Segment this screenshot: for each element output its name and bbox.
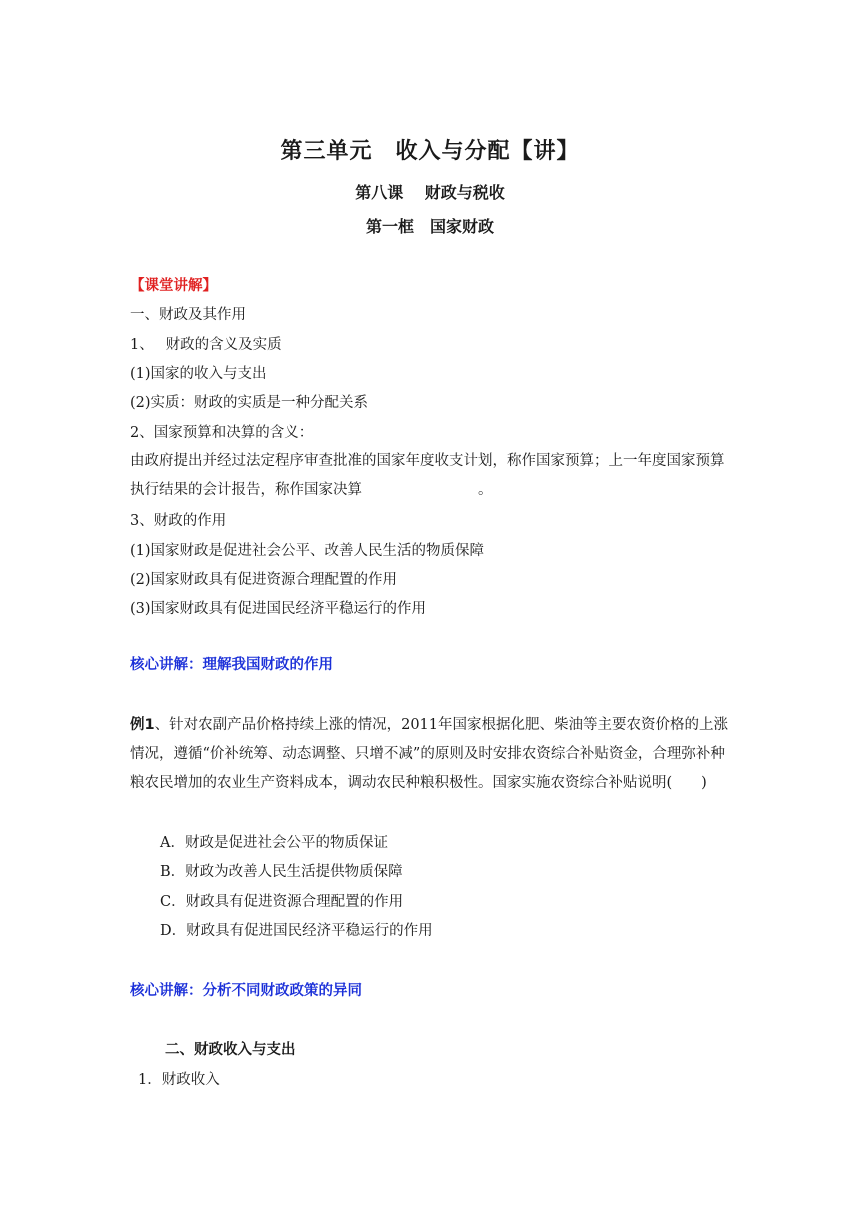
part1-item3: 3、财政的作用 — [130, 513, 227, 529]
part1-heading: 一、财政及其作用 — [130, 307, 246, 323]
core-explanation-2: 核心讲解：分析不同财政政策的异同 — [130, 983, 362, 999]
part1-item3-b: (2)国家财政具有促进资源合理配置的作用 — [130, 572, 398, 588]
example-1 — [130, 711, 730, 798]
lesson-title: 第八课 财政与税收 — [355, 183, 505, 202]
part1-item2: 2、国家预算和决算的含义： — [130, 425, 314, 441]
example-1-label: 例1 — [130, 717, 155, 733]
section-label: 【课堂讲解】 — [130, 278, 217, 294]
unit-title: 第三单元 收入与分配【讲】 — [280, 139, 580, 164]
part1-item3-c: (3)国家财政具有促进国民经济平稳运行的作用 — [130, 601, 427, 617]
example-1-option-a: A．财政是促进社会公平的物质保证 — [160, 835, 388, 851]
example-1-option-c: C．财政具有促进资源合理配置的作用 — [160, 894, 404, 910]
part1-item3-a: (1)国家财政是促进社会公平、改善人民生活的物质保障 — [130, 543, 485, 559]
part2-item1: 1．财政收入 — [138, 1072, 220, 1088]
example-1-body: 、针对农副产品价格持续上涨的情况，2011年国家根据化肥、柴油等主要农资价格的上涨情况，遵循“价补统筹、动态调整、只增不减”的原则及时安排农资综合补贴资金，合理弥补种粮农民增加的农业生产资料成本，调动农民种粮积极性。国家实施农资综合补贴说明( ) — [130, 717, 728, 791]
part1-item2-body: 由政府提出并经过法定程序审查批准的国家年度收支计划，称作国家预算；上一年度国家预算执行结果的会计报告，称作国家决算 。 — [130, 453, 725, 498]
core-explanation-1: 核心讲解：理解我国财政的作用 — [130, 657, 333, 673]
frame-title: 第一框 国家财政 — [365, 217, 494, 236]
example-1-option-d: D．财政具有促进国民经济平稳运行的作用 — [160, 923, 433, 939]
part1-item1-b: (2)实质：财政的实质是一种分配关系 — [130, 395, 369, 411]
part2-heading: 二、财政收入与支出 — [165, 1042, 296, 1058]
part1-item1-a: (1)国家的收入与支出 — [130, 366, 267, 382]
example-1-option-b: B．财政为改善人民生活提供物质保障 — [160, 864, 403, 880]
part1-item1: 1、 财政的含义及实质 — [130, 337, 282, 353]
